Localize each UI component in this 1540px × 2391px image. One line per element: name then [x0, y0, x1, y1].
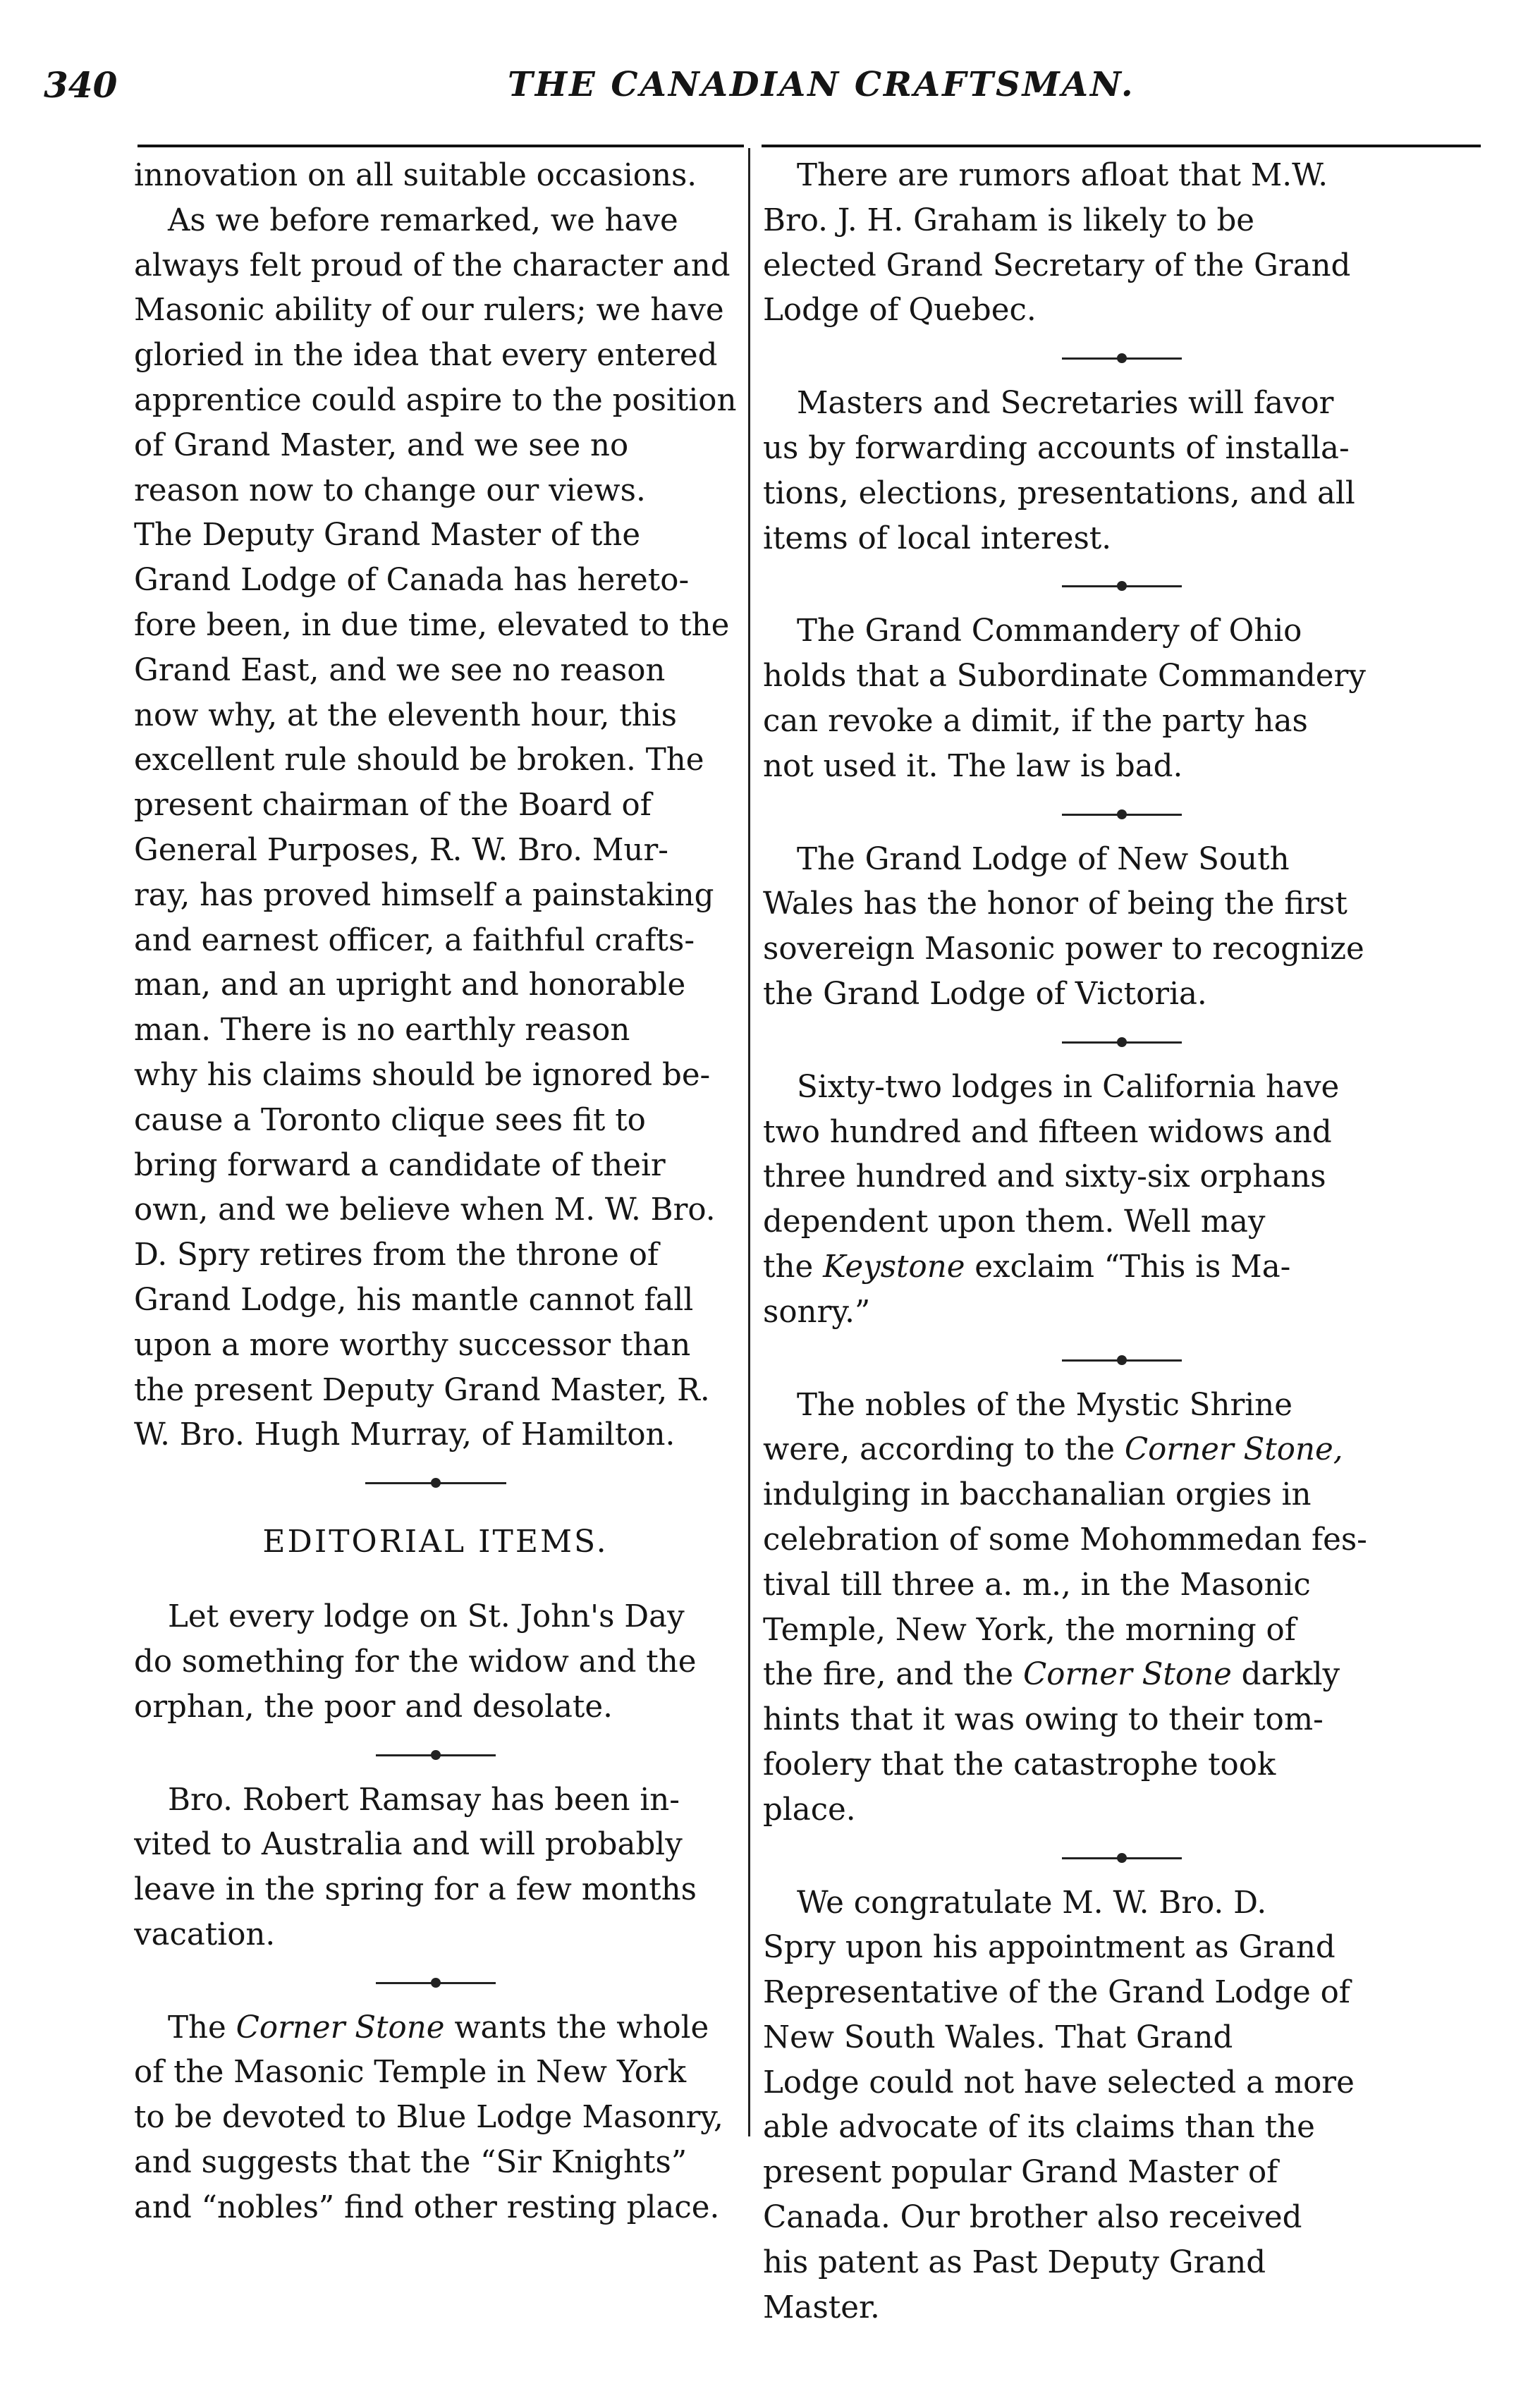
editorial-item: [763, 381, 1481, 561]
column-divider: [748, 148, 750, 2136]
text-line: elected Grand Secretary of the Grand: [763, 247, 1351, 283]
text-line: upon a more worthy successor than: [134, 1327, 691, 1363]
item-separator: [763, 1833, 1481, 1881]
text-line: always felt proud of the character and: [134, 247, 731, 283]
section-heading: EDITORIAL ITEMS.: [262, 1524, 609, 1560]
text-line: vacation.: [134, 1916, 276, 1952]
text-line: present popular Grand Master of: [763, 2155, 1278, 2191]
editorial-item: [134, 1595, 737, 1730]
text-line: Representative of the Grand Lodge of: [763, 1975, 1350, 2011]
text-line: Canada. Our brother also received: [763, 2200, 1302, 2236]
publication-title: Corner Stone,: [1124, 1432, 1343, 1468]
text-line: two hundred and fifteen widows and: [763, 1114, 1332, 1150]
item-separator: [763, 1017, 1481, 1065]
text-line: fore been, in due time, elevated to the: [134, 607, 730, 643]
text-line: man, and an upright and honorable: [134, 967, 686, 1003]
left-column: [134, 154, 737, 2231]
text-line: [763, 1428, 1481, 1473]
text-line: ray, has proved himself a painstaking: [134, 877, 714, 913]
text-line: foolery that the catastrophe took: [763, 1747, 1276, 1782]
text-line: now why, at the eleventh hour, this: [134, 697, 677, 733]
text-line: W. Bro. Hugh Murray, of Hamilton.: [134, 1417, 676, 1453]
editorial-item: [763, 154, 1481, 334]
text-line: Grand Lodge, his mantle cannot fall: [134, 1282, 694, 1318]
text-line: holds that a Subordinate Commandery: [763, 659, 1366, 695]
separator-rule: [1062, 357, 1182, 360]
text-line: Masters and Secretaries will favor: [797, 386, 1334, 422]
text-line: and earnest officer, a faithful crafts-: [134, 922, 695, 958]
text-line: dependent upon them. Well may: [763, 1204, 1266, 1240]
text-line: [763, 1245, 1481, 1290]
header-rule-left: [138, 145, 744, 147]
text-line: and “nobles” find other resting place.: [134, 2189, 720, 2225]
item-separator: [134, 1730, 737, 1778]
text-line: celebration of some Mohommedan fes-: [763, 1522, 1367, 1558]
text-line: not used it. The law is bad.: [763, 748, 1183, 784]
text-fragment: were, according to the: [763, 1432, 1125, 1468]
text-line: tival till three a. m., in the Masonic: [763, 1567, 1311, 1603]
text-line: The nobles of the Mystic Shrine: [797, 1387, 1292, 1423]
text-fragment: wants the whole: [444, 2010, 709, 2046]
separator-rule: [365, 1482, 506, 1484]
page-header: [0, 0, 1540, 120]
text-line: do something for the widow and the: [134, 1644, 697, 1680]
text-line: gloried in the idea that every entered: [134, 338, 718, 374]
text-line: vited to Australia and will probably: [134, 1827, 683, 1863]
text-line: Wales has the honor of being the first: [763, 886, 1348, 922]
text-line: hints that it was owing to their tom-: [763, 1702, 1324, 1738]
text-line: New South Wales. That Grand: [763, 2019, 1233, 2055]
text-line: Lodge could not have selected a more: [763, 2065, 1355, 2100]
text-line: present chairman of the Board of: [134, 788, 652, 824]
text-line: tions, elections, presentations, and all: [763, 475, 1355, 511]
text-line: D. Spry retires from the throne of: [134, 1237, 659, 1273]
text-line: and suggests that the “Sir Knights”: [134, 2145, 688, 2181]
separator-rule: [376, 1754, 496, 1756]
text-line: sovereign Masonic power to recognize: [763, 931, 1364, 967]
editorial-item: [763, 1383, 1481, 1833]
text-line: of Grand Master, and we see no: [134, 427, 629, 463]
item-separator: [763, 561, 1481, 609]
text-line: Master.: [763, 2289, 880, 2325]
text-line: Masonic ability of our rulers; we have: [134, 293, 724, 329]
text-line: Spry upon his appointment as Grand: [763, 1930, 1336, 1966]
text-line: can revoke a dimit, if the party has: [763, 703, 1308, 739]
text-fragment: the fire, and the: [763, 1657, 1023, 1693]
text-line: to be devoted to Blue Lodge Masonry,: [134, 2100, 723, 2136]
page-number: 340: [44, 64, 118, 106]
running-title: THE CANADIAN CRAFTSMAN.: [508, 65, 1135, 104]
text-line: the Grand Lodge of Victoria.: [763, 976, 1207, 1012]
separator-rule: [1062, 1041, 1182, 1044]
text-line: Bro. J. H. Graham is likely to be: [763, 202, 1255, 238]
item-separator: [134, 1958, 737, 2006]
text-line: sonry.”: [763, 1294, 871, 1330]
right-column: [763, 154, 1481, 2330]
text-fragment: the: [763, 1249, 824, 1285]
text-line: indulging in bacchanalian orgies in: [763, 1477, 1312, 1513]
text-line: reason now to change our views.: [134, 472, 646, 508]
item-separator: [763, 334, 1481, 381]
text-line: apprentice could aspire to the position: [134, 382, 737, 418]
text-line: Sixty-two lodges in California have: [797, 1069, 1340, 1105]
text-line: innovation on all suitable occasions.: [134, 158, 697, 193]
text-line: Temple, New York, the morning of: [763, 1612, 1296, 1648]
text-line: Bro. Robert Ramsay has been in-: [168, 1782, 680, 1818]
publication-title: Corner Stone: [236, 2010, 445, 2046]
separator-rule: [1062, 1857, 1182, 1859]
text-line: The Grand Lodge of New South: [797, 841, 1290, 877]
text-line: As we before remarked, we have: [168, 202, 678, 238]
text-fragment: exclaim “This is Ma-: [965, 1249, 1291, 1285]
text-line: able advocate of its claims than the: [763, 2110, 1315, 2146]
publication-title: Corner Stone: [1022, 1657, 1232, 1693]
text-line: us by forwarding accounts of installa-: [763, 430, 1350, 466]
separator-rule: [1062, 814, 1182, 816]
text-line: place.: [763, 1792, 856, 1828]
editorial-item: [763, 838, 1481, 1017]
text-line: items of local interest.: [763, 520, 1112, 556]
editorial-item: [763, 1065, 1481, 1335]
text-line: [134, 2006, 737, 2051]
text-line: bring forward a candidate of their: [134, 1147, 666, 1183]
text-line: We congratulate M. W. Bro. D.: [797, 1885, 1267, 1921]
text-line: orphan, the poor and desolate.: [134, 1689, 613, 1725]
text-line: [763, 1653, 1481, 1698]
separator-rule: [376, 1982, 496, 1984]
text-line: Grand Lodge of Canada has hereto-: [134, 563, 690, 599]
text-line: There are rumors afloat that M.W.: [797, 158, 1328, 193]
text-line: General Purposes, R. W. Bro. Mur-: [134, 832, 668, 868]
editorial-item: [763, 1881, 1481, 2331]
text-line: of the Masonic Temple in New York: [134, 2055, 687, 2091]
editorial-paragraph: [134, 154, 737, 1458]
editorial-item: [763, 609, 1481, 789]
text-line: three hundred and sixty-six orphans: [763, 1159, 1326, 1195]
editorial-item: [134, 2006, 737, 2231]
header-rule-right: [762, 145, 1481, 147]
text-line: leave in the spring for a few months: [134, 1872, 697, 1908]
text-line: his patent as Past Deputy Grand: [763, 2244, 1266, 2280]
text-line: cause a Toronto clique sees fit to: [134, 1102, 646, 1138]
text-line: the present Deputy Grand Master, R.: [134, 1372, 710, 1408]
text-line: man. There is no earthly reason: [134, 1013, 630, 1048]
separator-rule: [1062, 1359, 1182, 1362]
text-line: why his claims should be ignored be-: [134, 1057, 711, 1093]
editorial-item: [134, 1778, 737, 1958]
text-line: Grand East, and we see no reason: [134, 652, 666, 688]
publication-title: Keystone: [823, 1249, 965, 1285]
text-fragment: darkly: [1231, 1657, 1340, 1693]
text-line: own, and we believe when M. W. Bro.: [134, 1192, 716, 1228]
text-line: The Grand Commandery of Ohio: [797, 613, 1302, 649]
text-fragment: The: [168, 2010, 236, 2046]
item-separator: [763, 1335, 1481, 1383]
text-line: excellent rule should be broken. The: [134, 742, 704, 778]
separator-rule: [1062, 585, 1182, 587]
text-line: Lodge of Quebec.: [763, 293, 1037, 329]
text-line: The Deputy Grand Master of the: [134, 518, 641, 554]
text-line: Let every lodge on St. John's Day: [168, 1599, 685, 1635]
item-separator: [763, 790, 1481, 838]
ornamental-separator: [134, 1458, 737, 1506]
